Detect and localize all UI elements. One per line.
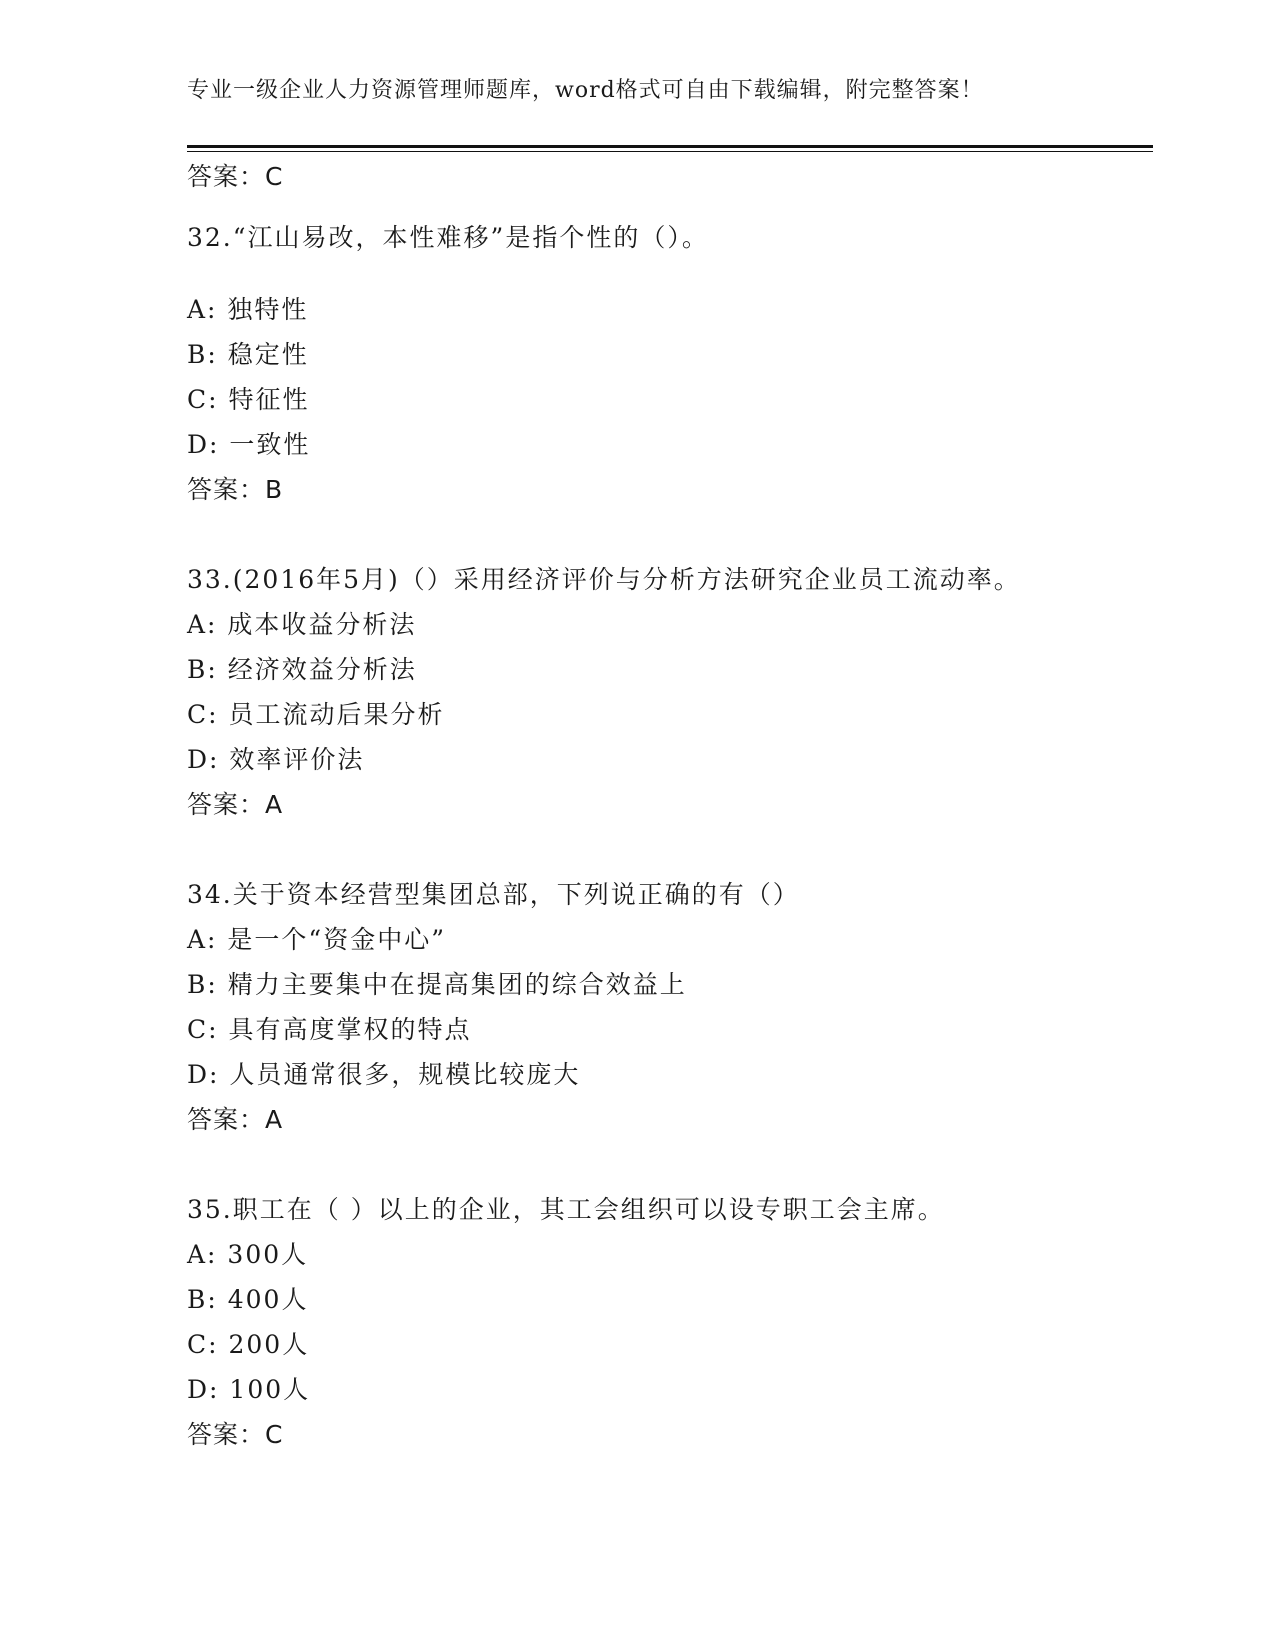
question-32-stem: 32.“江山易改，本性难移”是指个性的（）。 — [187, 223, 709, 252]
question-34-option-a: A: 是一个“资金中心” — [187, 925, 446, 954]
question-34-option-d: D: 人员通常很多，规模比较庞大 — [187, 1060, 581, 1089]
previous-answer: 答案：C — [187, 162, 284, 191]
question-32-option-b: B: 稳定性 — [187, 340, 309, 369]
question-33-option-d: D: 效率评价法 — [187, 745, 365, 774]
question-32-option-d: D: 一致性 — [187, 430, 311, 459]
page-header: 专业一级企业人力资源管理师题库，word格式可自由下载编辑，附完整答案！ — [187, 78, 984, 103]
question-35-answer: 答案：C — [187, 1420, 284, 1449]
question-34-option-b: B: 精力主要集中在提高集团的综合效益上 — [187, 970, 687, 999]
question-34-option-c: C: 具有高度掌权的特点 — [187, 1015, 472, 1044]
question-32-option-c: C: 特征性 — [187, 385, 310, 414]
header-rule-thick — [187, 145, 1153, 148]
question-35-option-c: C: 200人 — [187, 1330, 310, 1359]
question-32-option-a: A: 独特性 — [187, 295, 309, 324]
question-35-option-b: B: 400人 — [187, 1285, 309, 1314]
question-33-stem: 33.(2016年5月)（）采用经济评价与分析方法研究企业员工流动率。 — [187, 565, 1021, 594]
question-35-option-d: D: 100人 — [187, 1375, 311, 1404]
header-rule-thin — [187, 151, 1153, 152]
question-32-answer: 答案：B — [187, 475, 284, 504]
question-35-stem: 35.职工在（ ）以上的企业，其工会组织可以设专职工会主席。 — [187, 1195, 945, 1224]
question-33-option-c: C: 员工流动后果分析 — [187, 700, 445, 729]
question-33-option-a: A: 成本收益分析法 — [187, 610, 417, 639]
question-34-stem: 34.关于资本经营型集团总部，下列说正确的有（） — [187, 880, 800, 909]
question-33-option-b: B: 经济效益分析法 — [187, 655, 417, 684]
question-34-answer: 答案：A — [187, 1105, 284, 1134]
question-33-answer: 答案：A — [187, 790, 284, 819]
question-35-option-a: A: 300人 — [187, 1240, 309, 1269]
